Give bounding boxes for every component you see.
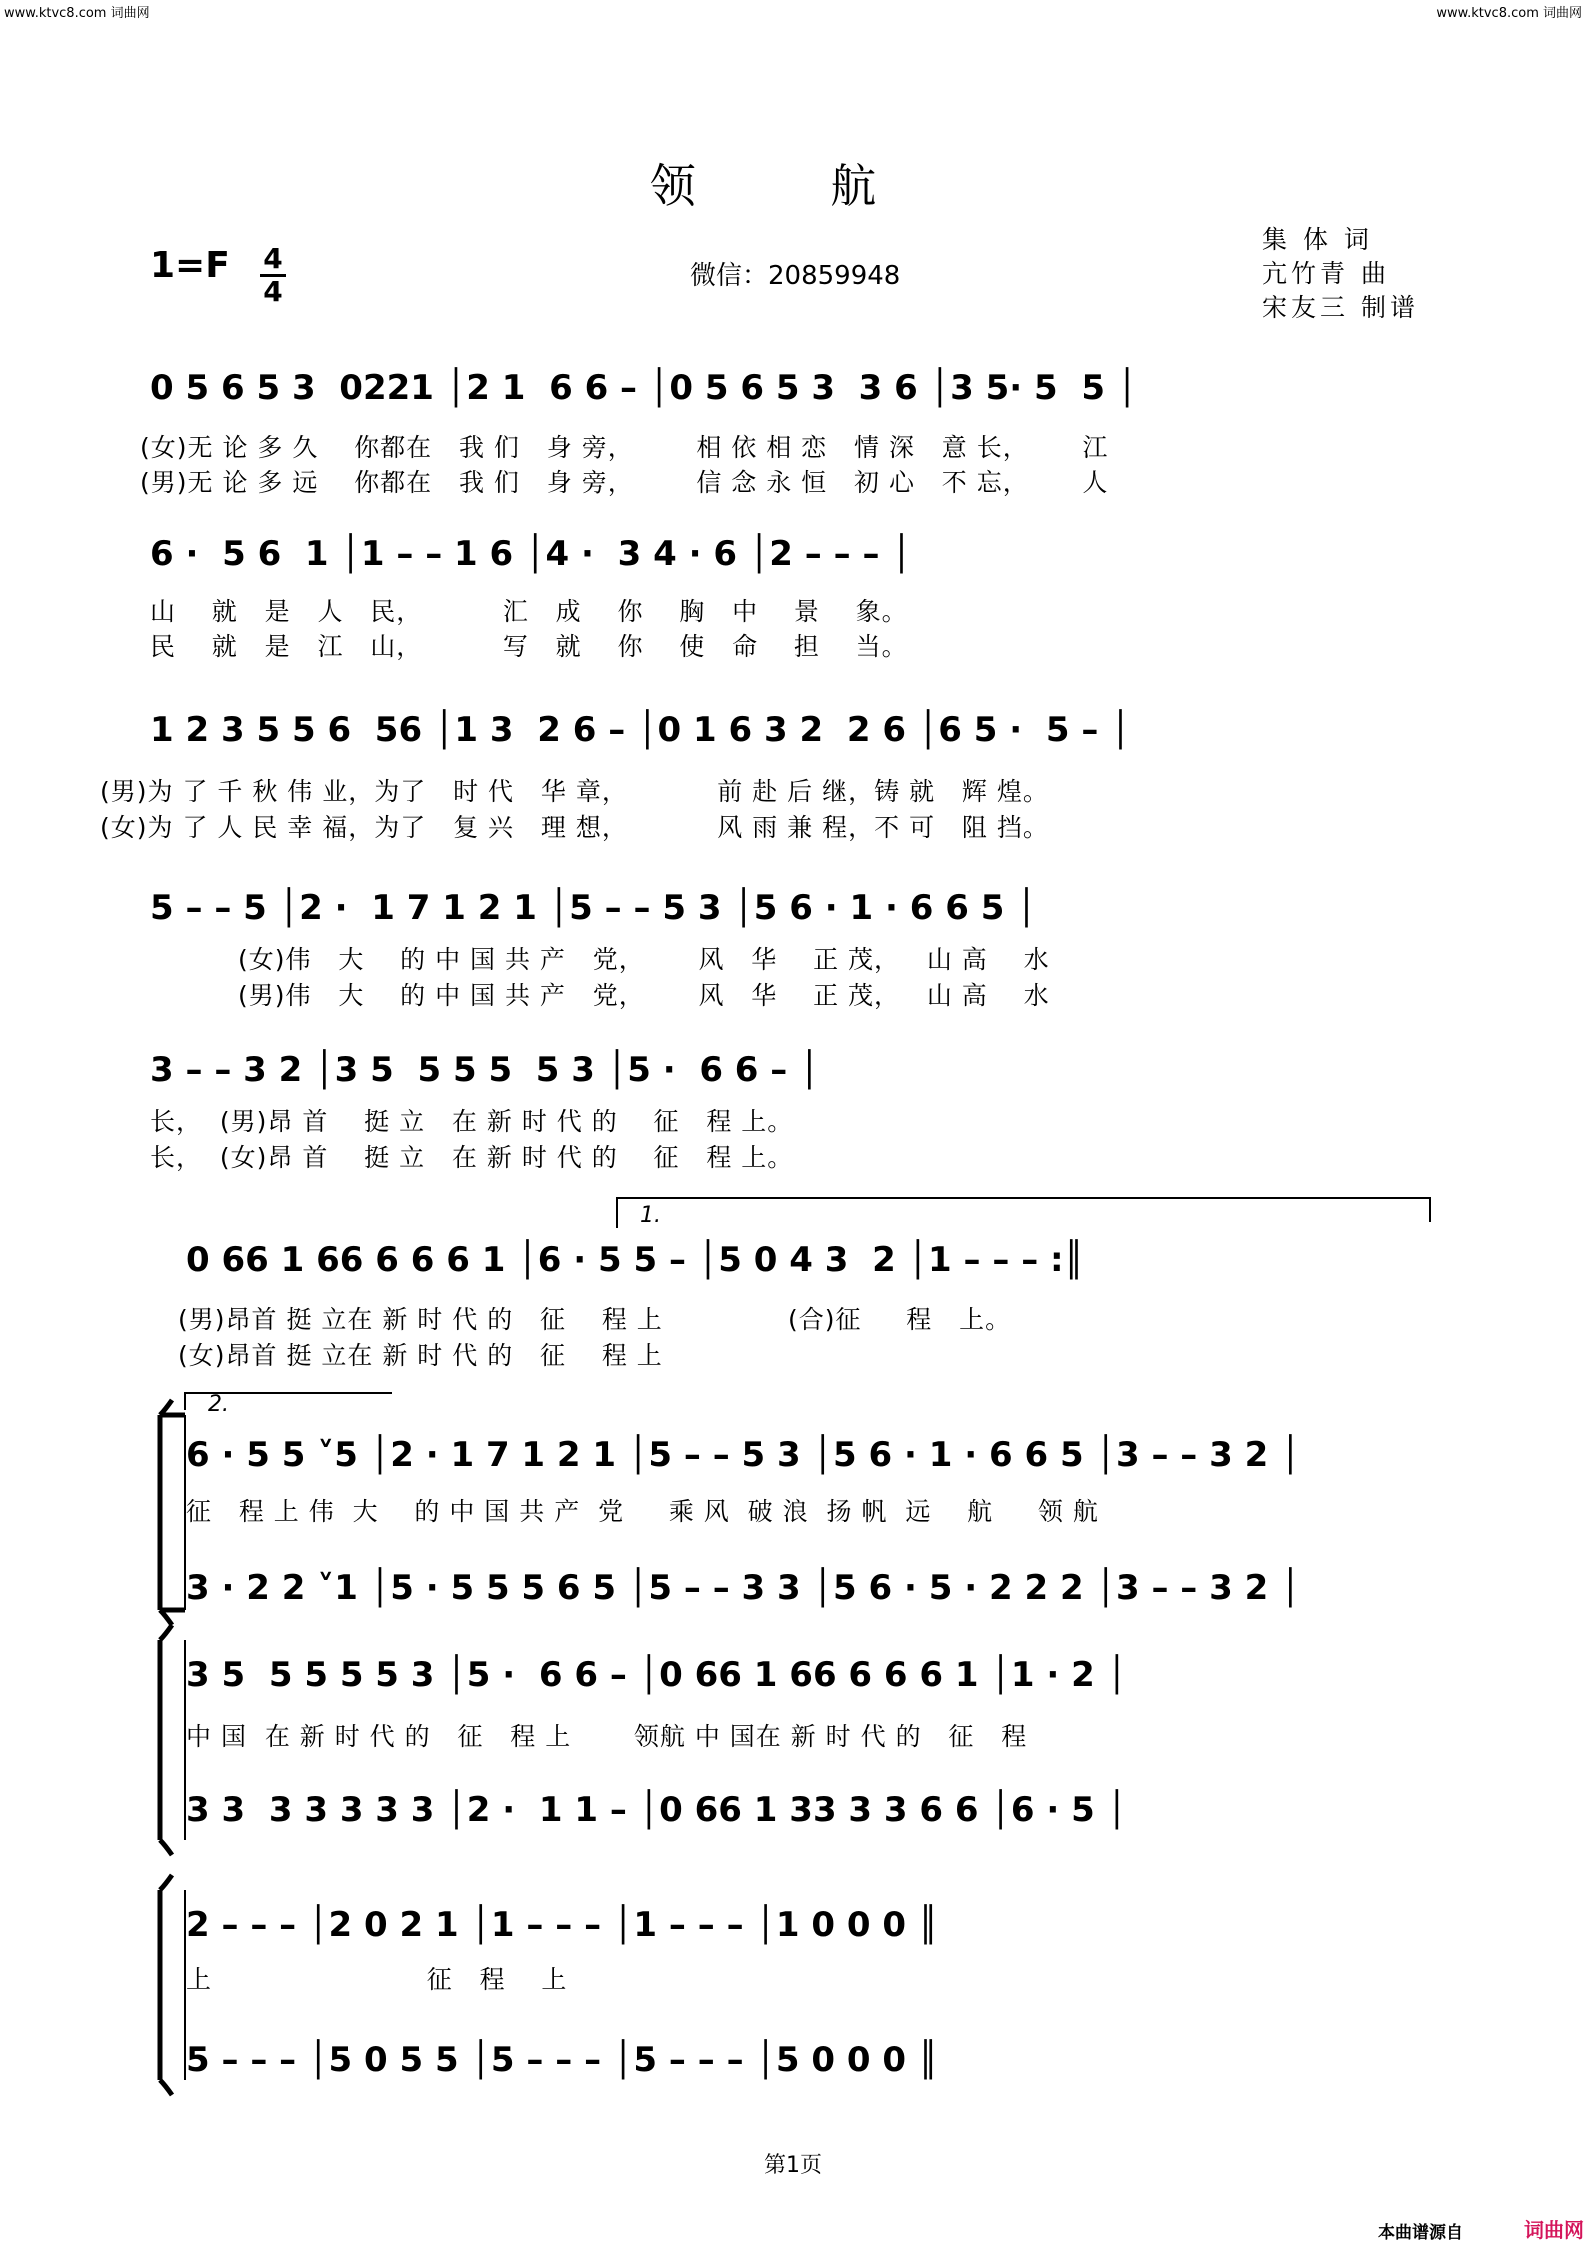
time-signature-top: 4: [263, 242, 283, 275]
song-title: 领 航: [649, 159, 937, 213]
score-line-4-notes: 5 – – 5 │2 · 1 7 1 2 1 │5 – – 5 3 │5 6 · 1 · 6 6 5 │: [150, 888, 1037, 928]
volta-1-label: 1.: [640, 1203, 661, 1228]
system-2-upper-notes: 3 5 5 5 5 5 3 │5 · 6 6 – │0 66 1 66 6 6 6 1 │1 · 2 │: [186, 1655, 1128, 1695]
key-signature: 1=F: [150, 245, 230, 286]
score-line-2-lyric-a: 山 就 是 人 民， 汇 成 你 胸 中 景 象。: [150, 597, 908, 626]
watermark-left: www.ktvc8.com 词曲网: [4, 6, 150, 21]
credit-composer: 亢竹青 曲: [1262, 259, 1390, 288]
system-2-lower-notes: 3 3 3 3 3 3 3 │2 · 1 1 – │0 66 1 33 3 3 6 6 │6 · 5 │: [186, 1790, 1128, 1830]
score-line-4-lyric-female: (女)伟 大 的 中 国 共 产 党， 风 华 正 茂， 山 高 水: [238, 945, 1050, 974]
score-line-6-lyric-female: (女)昂首 挺 立在 新 时 代 的 征 程 上: [178, 1341, 663, 1370]
system-3-upper-notes: 2 – – – │2 0 2 1 │1 – – – │1 – – – │1 0 0 0 ║: [186, 1905, 939, 1945]
watermark-bottom-right: 词曲网: [1524, 2218, 1584, 2242]
score-line-5-lyric-b: 长， (女)昂 首 挺 立 在 新 时 代 的 征 程 上。: [150, 1143, 794, 1172]
score-line-2-notes: 6 · 5 6 1 │1 – – 1 6 │4 · 3 4 · 6 │2 – – – │: [150, 534, 912, 574]
score-line-3-lyric-male: (男)为 了 千 秋 伟 业，为了 时 代 华 章， 前 赴 后 继，铸 就 辉 煌。: [100, 777, 1049, 806]
system-1-brace: [160, 1400, 185, 1625]
volta-2-label: 2.: [208, 1392, 229, 1417]
credit-lyricist: 集 体 词: [1262, 225, 1373, 254]
score-line-3-lyric-female: (女)为 了 人 民 幸 福，为了 复 兴 理 想， 风 雨 兼 程，不 可 阻 挡。: [100, 813, 1049, 842]
system-1-upper-notes: 6 · 5 5 ˅5 │2 · 1 7 1 2 1 │5 – – 5 3 │5 6 · 1 · 6 6 5 │3 – – 3 2 │: [186, 1435, 1301, 1475]
score-line-1-lyric-female: (女)无 论 多 久 你都在 我 们 身 旁， 相 依 相 恋 情 深 意 长， 江: [140, 433, 1109, 462]
watermark-bottom-left: 本曲谱源自: [1378, 2223, 1463, 2243]
score-line-4-lyric-male: (男)伟 大 的 中 国 共 产 党， 风 华 正 茂， 山 高 水: [238, 981, 1050, 1010]
system-1-lower-notes: 3 · 2 2 ˅1 │5 · 5 5 5 6 5 │5 – – 3 3 │5 6 · 5 · 2 2 2 │3 – – 3 2 │: [186, 1568, 1301, 1608]
system-3-lower-notes: 5 – – – │5 0 5 5 │5 – – – │5 – – – │5 0 0 0 ║: [186, 2040, 939, 2080]
score-line-6-lyric-male: (男)昂首 挺 立在 新 时 代 的 征 程 上 (合)征 程 上。: [178, 1305, 1012, 1334]
score-line-1-lyric-male: (男)无 论 多 远 你都在 我 们 身 旁， 信 念 永 恒 初 心 不 忘， 人: [140, 468, 1109, 497]
score-line-2-lyric-b: 民 就 是 江 山， 写 就 你 使 命 担 当。: [150, 632, 908, 661]
wechat-id: 微信：20859948: [690, 261, 901, 291]
volta-1-bracket: [617, 1198, 1430, 1228]
volta-2-bracket: [185, 1393, 392, 1410]
score-line-3-notes: 1 2 3 5 5 6 56 │1 3 2 6 – │0 1 6 3 2 2 6 │6 5 · 5 – │: [150, 710, 1131, 750]
time-signature-bottom: 4: [263, 275, 283, 308]
score-line-5-lyric-a: 长， (男)昂 首 挺 立 在 新 时 代 的 征 程 上。: [150, 1107, 794, 1136]
watermark-right: www.ktvc8.com 词曲网: [1436, 6, 1582, 21]
score-line-1-notes: 0 5 6 5 3 0221 │2 1 6 6 – │0 5 6 5 3 3 6 │3 5· 5 5 │: [150, 368, 1138, 408]
page-number: 第1页: [764, 2153, 822, 2178]
system-2-brace: [160, 1625, 172, 1855]
score-line-5-notes: 3 – – 3 2 │3 5 5 5 5 5 3 │5 · 6 6 – │: [150, 1050, 820, 1090]
credit-arranger: 宋友三 制谱: [1262, 293, 1419, 322]
score-line-6-notes: 0 66 1 66 6 6 6 1 │6 · 5 5 – │5 0 4 3 2 │1 – – – :║: [186, 1240, 1085, 1280]
system-2-lyric: 中 国 在 新 时 代 的 征 程 上 领航 中 国在 新 时 代 的 征 程: [186, 1722, 1028, 1751]
system-3-lyric: 上 征 程 上: [186, 1965, 568, 1994]
system-1-lyric: 征 程 上 伟 大 的 中 国 共 产 党 乘 风 破 浪 扬 帆 远 航 领 航: [186, 1497, 1099, 1526]
system-3-brace: [160, 1875, 172, 2095]
